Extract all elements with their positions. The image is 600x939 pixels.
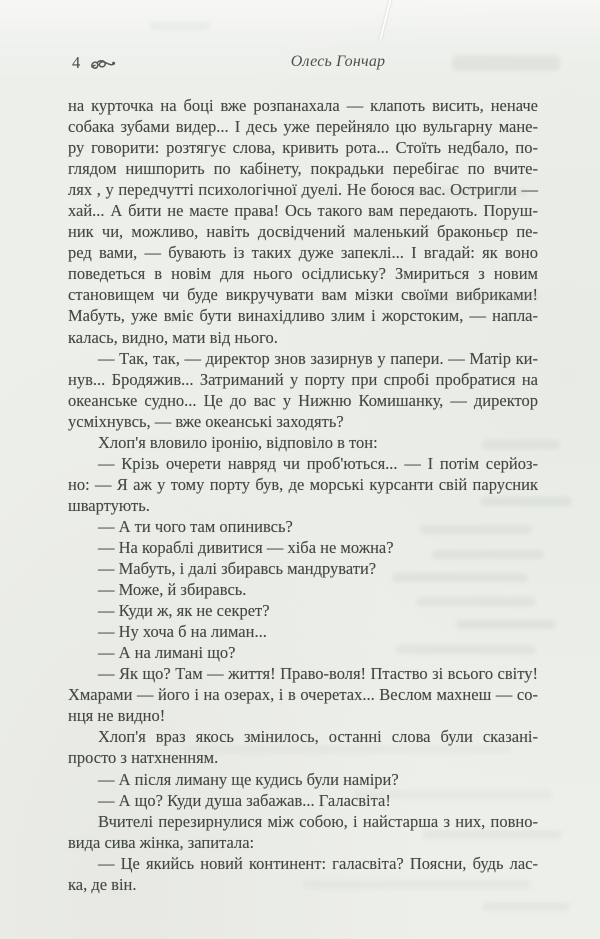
text-line: глядом нишпорить по кабінету, покрадьки перебігає по вчите- [68,159,538,179]
bleedthrough-artifact [396,645,536,654]
text-line: ник чи, можливо, навіть досвідчений маленький браконьєр пе- [68,222,538,242]
text-line: — А на лимані що? [98,643,236,663]
text-line: ред вами, — бувають із таких дуже запеклі... І вгадай: як воно [68,243,538,263]
text-line: Хлоп'я вловило іронію, відповіло в тон: [98,432,378,452]
bleedthrough-artifact [422,292,540,301]
text-line: Вчителі перезирнулися між собою, і найстарша з них, повно- [98,811,538,831]
text-line: — Це якийсь новий континент: галасвіта? Поясни, будь лас- [98,853,538,873]
text-line: — Куди ж, як не секрет? [98,601,270,621]
bleedthrough-artifact [150,22,210,30]
bleedthrough-artifact [398,188,528,197]
text-line: — А що? Куди душа забажав... Галасвіта! [98,790,391,810]
text-line: швартують. [68,495,150,515]
text-line: становищем чи буде викручувати вам мізки своїми вибриками! [68,285,538,305]
bleedthrough-artifact [482,440,560,449]
text-line: вида сива жінка, запитала: [68,832,255,852]
fleuron-icon [90,58,116,77]
scan-scratch-artifact [379,0,392,40]
bleedthrough-artifact [302,880,532,889]
bleedthrough-artifact [452,55,560,71]
bleedthrough-artifact [182,745,512,754]
text-line: — Як що? Там — життя! Право-воля! Птаство зі всього світу! [98,664,538,684]
text-line: Хмарами — його і на озерах, і в очеретах... Веслом махнеш — со- [68,685,538,705]
text-line: лях , у передчутті психологічної дуелі. Не боюся вас. Остригли — [68,180,538,200]
text-line: — На кораблі дивитися — хіба не можна? [98,537,394,557]
text-line: — А ти чого там опинивсь? [98,516,293,536]
bleedthrough-artifact [456,620,556,629]
text-line: собака зубами видер... І десь уже перейняло цю вульгарну мане- [68,117,538,137]
text-line: — А після лиману ще кудись були наміри? [98,769,399,789]
text-line: калась, видно, мати від нього. [68,327,278,347]
text-line: усміхнувсь, — вже океанські заходять? [68,411,344,431]
bleedthrough-artifact [392,573,528,582]
text-line: нця не видно! [68,706,166,726]
text-line: Мабуть, уже вміє бути винахідливо злим і жорстоким, — напла- [68,306,538,326]
page-number: 4 [72,53,81,72]
bleedthrough-artifact [352,790,552,799]
text-line: просто з натхненням. [68,748,219,768]
bleedthrough-artifact [420,525,532,534]
running-header-author: Олесь Гончар [290,53,386,70]
text-line: ка, де він. [68,874,137,894]
text-line: поведеться в новім для нього осідлиську? Змириться з новим [68,264,538,284]
text-line: океанське судно... Це до вас у Нижню Комишанку, — директор [68,390,538,410]
bleedthrough-artifact [422,830,562,839]
text-line: — Ну хоча б на лиман... [98,622,267,642]
text-line: ру говорити: розтягує слова, кривить рота... Стоїть недбало, по- [68,138,538,158]
bleedthrough-artifact [480,497,572,506]
text-line: но: — Я аж у тому порту був, де морські курсанти свій парусник [68,474,538,494]
text-line: — Крізь очерети навряд чи проб'ються... — І потім серйоз- [98,453,538,473]
bleedthrough-artifact [482,902,570,911]
bleedthrough-artifact [416,597,536,606]
text-line: нув... Бродяжив... Затриманий у порту при спробі пробратися на [68,369,538,389]
text-block [68,95,538,895]
text-line: хай... А бити не маєте права! Ось такого вам передають. Поруш- [68,201,538,221]
bleedthrough-artifact [432,550,544,559]
text-line: — Мабуть, і далі збиравсь мандрувати? [98,559,377,579]
text-line: — Так, так, — директор знов зазирнув у папери. — Матір ки- [98,348,538,368]
text-line: на курточка на боці вже розпанахала — клапоть висить, неначе [68,96,538,115]
text-line: — Може, й збиравсь. [98,580,247,600]
text-line: Хлоп'я враз якось змінилось, останні слова були сказані- [98,727,538,747]
